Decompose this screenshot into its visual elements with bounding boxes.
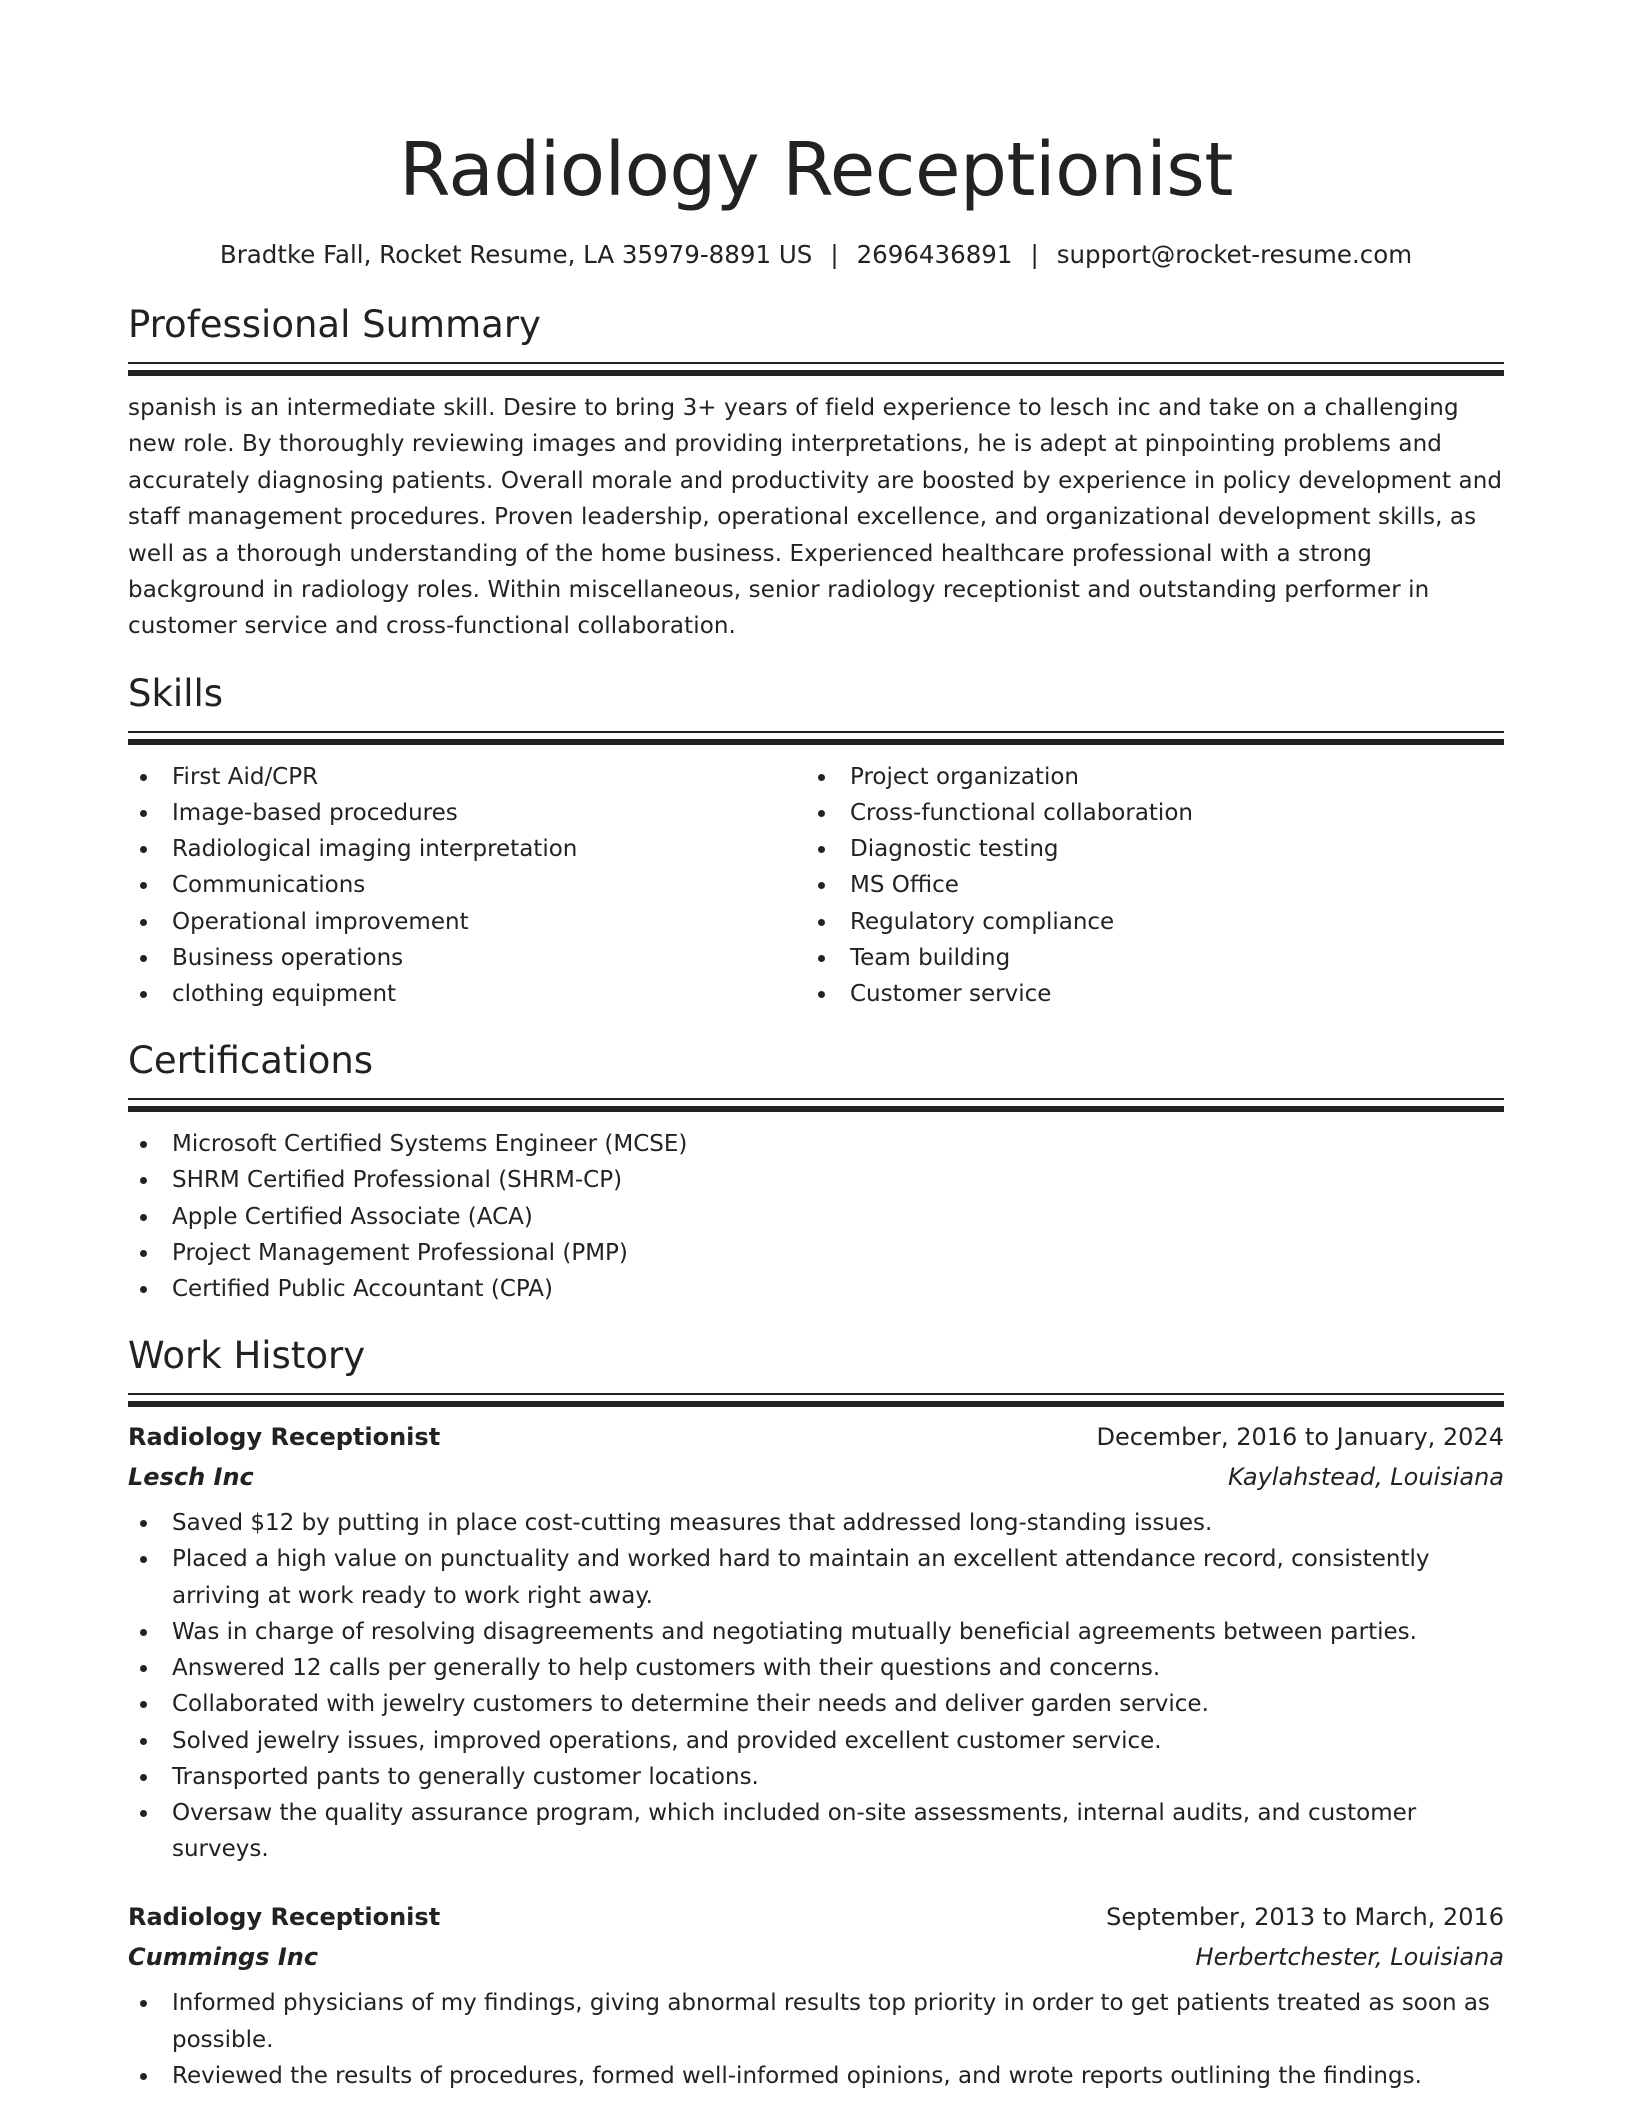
job-header — [128, 1897, 1504, 1937]
contact-line — [128, 238, 1504, 272]
job-bullets — [128, 1505, 1504, 1867]
skill-item: Regulatory compliance — [806, 904, 1484, 940]
section-divider-thick — [128, 739, 1504, 745]
job-bullet: Reviewed the results of procedures, formed well-informed opinions, and wrote reports outlining the findings. — [128, 2058, 1504, 2094]
job-bullet: Solved jewelry issues, improved operations, and provided excellent customer service. — [128, 1723, 1504, 1759]
certification-item: SHRM Certified Professional (SHRM-CP) — [128, 1162, 1504, 1198]
skill-item: Radiological imaging interpretation — [128, 831, 806, 867]
summary-text: spanish is an intermediate skill. Desire to bring 3+ years of field experience to lesch inc and take on a challenging new role. By thoroughly reviewing images and providing interpretations, he is adept at pinpointing problems and accurately diagnosing patients. Overall morale and productivity are boosted by experience in policy development and staff management procedures. Proven leadership, operational excellence, and organizational development skills, as well as a thorough understanding of the home business. Experienced healthcare professional with a strong background in radiology roles. Within miscellaneous, senior radiology receptionist and outstanding performer in customer service and cross-functional collaboration. — [128, 395, 1503, 640]
skill-item: Project organization — [806, 759, 1484, 795]
job-bullet: Transported pants to generally customer locations. — [128, 1759, 1504, 1795]
skills-list-right — [806, 759, 1484, 1012]
job-company: Cummings Inc — [128, 1943, 319, 1972]
job-location: Kaylahstead, Louisiana — [1228, 1463, 1504, 1492]
section-heading-certifications: Certifications — [128, 1039, 374, 1083]
section-divider — [128, 362, 1504, 364]
section-divider-thick — [128, 1106, 1504, 1112]
skill-item: Operational improvement — [128, 904, 806, 940]
certification-item: Apple Certified Associate (ACA) — [128, 1199, 1504, 1235]
resume-title: Radiology Receptionist — [399, 127, 1233, 213]
skills-columns — [128, 759, 1504, 1012]
skills-section — [128, 671, 1504, 1012]
job-subheader — [128, 1937, 1504, 1977]
job-entry — [128, 1417, 1504, 1867]
section-divider-thick — [128, 370, 1504, 376]
certifications-list — [128, 1126, 1504, 1307]
job-header — [128, 1417, 1504, 1457]
job-dates: September, 2013 to March, 2016 — [1106, 1903, 1504, 1932]
section-divider-thick — [128, 1401, 1504, 1407]
skill-item: Team building — [806, 940, 1484, 976]
job-bullet: Collaborated with jewelry customers to determine their needs and deliver garden service. — [128, 1686, 1504, 1722]
skill-item: Diagnostic testing — [806, 831, 1484, 867]
job-subheader — [128, 1457, 1504, 1497]
certification-item: Certified Public Accountant (CPA) — [128, 1271, 1504, 1307]
contact-separator: | — [1030, 240, 1039, 269]
job-entry — [128, 1897, 1504, 2094]
job-company: Lesch Inc — [128, 1463, 254, 1492]
job-bullet: Was in charge of resolving disagreements and negotiating mutually beneficial agreements between parties. — [128, 1614, 1504, 1650]
skill-item: Customer service — [806, 976, 1484, 1012]
job-bullet: Saved $12 by putting in place cost-cutting measures that addressed long-standing issues. — [128, 1505, 1504, 1541]
job-title: Radiology Receptionist — [128, 1423, 441, 1452]
job-bullets — [128, 1985, 1504, 2094]
job-title: Radiology Receptionist — [128, 1903, 441, 1932]
job-location: Herbertchester, Louisiana — [1195, 1943, 1504, 1972]
job-bullet: Informed physicians of my findings, giving abnormal results top priority in order to get patients treated as soon as possible. — [128, 1985, 1504, 2057]
skill-item: clothing equipment — [128, 976, 806, 1012]
skill-item: Image-based procedures — [128, 795, 806, 831]
skill-item: Communications — [128, 867, 806, 903]
work-history-section — [128, 1333, 1504, 2094]
skill-item: MS Office — [806, 867, 1484, 903]
skill-item: First Aid/CPR — [128, 759, 806, 795]
contact-separator: | — [830, 240, 839, 269]
skills-list-left — [128, 759, 806, 1012]
section-heading-skills: Skills — [128, 671, 224, 715]
job-bullet: Answered 12 calls per generally to help customers with their questions and concerns. — [128, 1650, 1504, 1686]
section-divider — [128, 731, 1504, 733]
certification-item: Microsoft Certified Systems Engineer (MCSE) — [128, 1126, 1504, 1162]
certification-item: Project Management Professional (PMP) — [128, 1235, 1504, 1271]
contact-phone: 2696436891 — [856, 240, 1013, 269]
certifications-section — [128, 1038, 1504, 1307]
section-divider — [128, 1393, 1504, 1395]
skill-item: Business operations — [128, 940, 806, 976]
skill-item: Cross-functional collaboration — [806, 795, 1484, 831]
job-bullet: Placed a high value on punctuality and worked hard to maintain an excellent attendance record, consistently arriving at work ready to work right away. — [128, 1541, 1504, 1613]
resume-page — [128, 0, 1504, 2094]
section-divider — [128, 1098, 1504, 1100]
contact-email[interactable]: support@rocket-resume.com — [1056, 240, 1413, 269]
summary-section — [128, 302, 1504, 645]
job-dates: December, 2016 to January, 2024 — [1096, 1423, 1504, 1452]
job-bullet: Oversaw the quality assurance program, which included on-site assessments, internal audits, and customer surveys. — [128, 1795, 1504, 1867]
section-heading-work-history: Work History — [128, 1334, 366, 1378]
section-heading-summary: Professional Summary — [128, 303, 541, 346]
contact-address: Bradtke Fall, Rocket Resume, LA 35979-8891 US — [219, 240, 813, 269]
